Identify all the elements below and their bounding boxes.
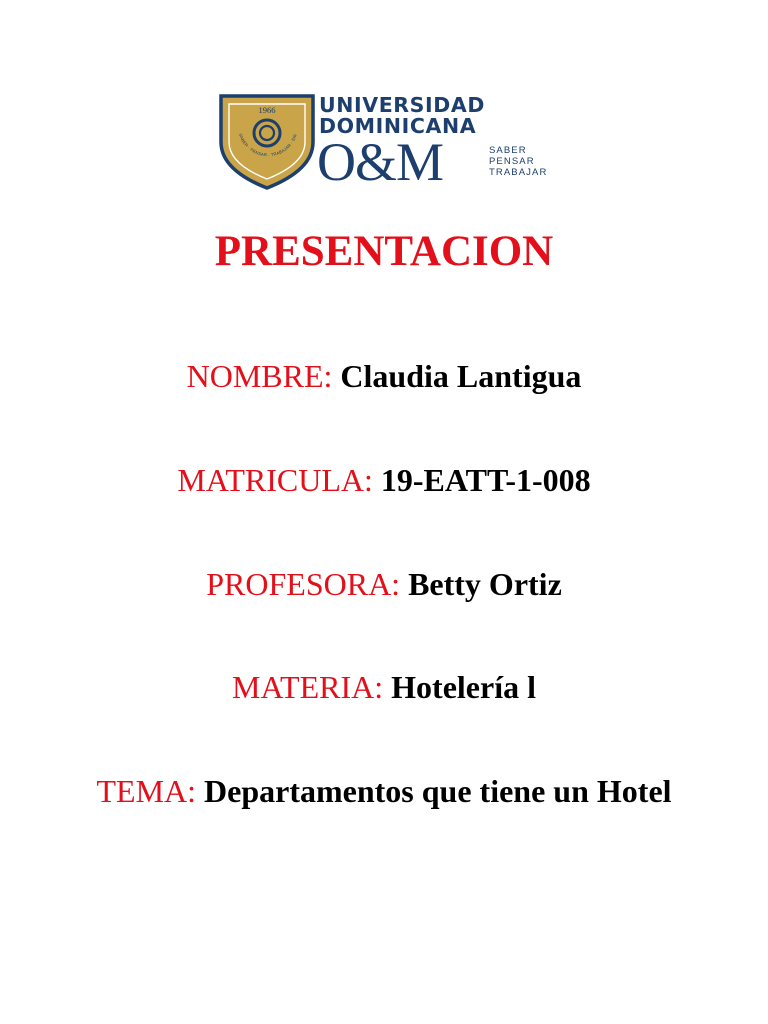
field-label: MATERIA: xyxy=(232,669,384,705)
motto-word: PENSAR xyxy=(489,156,535,167)
logo-wordmark xyxy=(319,94,569,190)
university-name-line1: UNIVERSIDAD xyxy=(319,93,485,117)
field-matricula xyxy=(70,461,698,499)
field-tema xyxy=(70,772,698,810)
page-title: PRESENTACION xyxy=(214,228,554,275)
field-value: 19-EATT-1-008 xyxy=(380,462,591,498)
brand-mark: O&M xyxy=(317,132,444,192)
university-seal-icon xyxy=(217,90,317,190)
seal-year: 1966 xyxy=(258,105,276,115)
field-label: MATRICULA: xyxy=(177,462,373,498)
field-profesora xyxy=(70,565,698,603)
field-label: NOMBRE: xyxy=(186,358,333,394)
field-value: Departamentos que tiene un Hotel xyxy=(204,773,672,809)
motto-word: SABER xyxy=(489,145,527,156)
logo-motto xyxy=(489,145,547,178)
university-name-line2: DOMINICANA xyxy=(319,114,477,138)
field-nombre xyxy=(70,357,698,395)
field-label: PROFESORA: xyxy=(206,566,401,602)
field-value: Claudia Lantigua xyxy=(340,358,582,394)
field-label: TEMA: xyxy=(96,773,197,809)
seal-ring-text: SABER · PENSAR · TRABAJAR · SIR xyxy=(237,132,298,158)
motto-word: TRABAJAR xyxy=(489,167,548,178)
field-value: Betty Ortiz xyxy=(408,566,562,602)
field-materia xyxy=(70,668,698,706)
university-logo xyxy=(217,90,562,190)
field-value: Hotelería l xyxy=(391,669,536,705)
